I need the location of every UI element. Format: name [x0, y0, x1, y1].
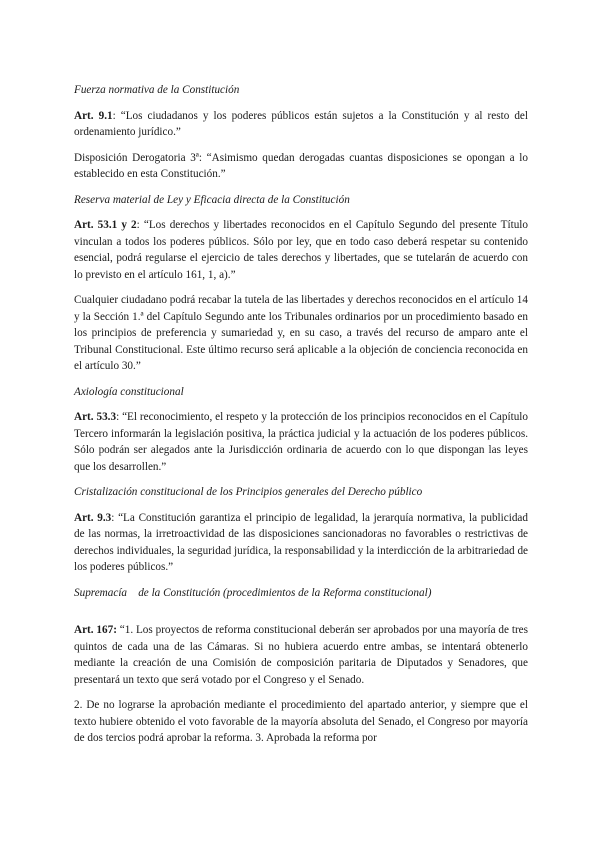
article-reference: Art. 9.3	[74, 511, 112, 524]
provision-paragraph	[74, 150, 528, 183]
article-paragraph	[74, 217, 528, 283]
article-paragraph	[74, 510, 528, 576]
section-heading: Axiología constitucional	[74, 385, 184, 398]
article-text: : “Los derechos y libertades reconocidos en el Capítulo Segundo del presente Título vinculan a todos los poderes públicos. Sólo por ley, que en todo caso deberá respetar su contenido esencial, podrá regularse el ejercicio de tales derechos y libertades, que se tutelarán de acuerdo con lo previsto en el artículo 161, 1, a).”	[74, 219, 528, 281]
article-text: : “Los ciudadanos y los poderes públicos están sujetos a la Constitución y al resto del ordenamiento jurídico.”	[74, 109, 528, 138]
article-text: : “El reconocimiento, el respeto y la protección de los principios reconocidos en el Capítulo Tercero informarán la legislación positiva, la práctica judicial y la actuación de los poderes públicos. Sólo podrán ser alegados ante la Jurisdicción ordinaria de acuerdo con lo que dispongan las leyes que los desarrollen.”	[74, 411, 528, 473]
article-paragraph	[74, 108, 528, 141]
paragraph-text: Cualquier ciudadano podrá recabar la tutela de las libertades y derechos reconocidos en el artículo 14 y la Sección 1.ª del Capítulo Segundo ante los Tribunales ordinarios por un procedimiento basado en los principios de preferencia y sumariedad y, en su caso, a través del recurso de amparo ante el Tribunal Constitucional. Este último recurso será aplicable a la objeción de conciencia reconocida en el artículo 30.”	[74, 294, 528, 372]
paragraph-text: 2. De no lograrse la aprobación mediante el procedimiento del apartado anterior, y siempre que el texto hubiere obtenido el voto favorable de la mayoría absoluta del Senado, el Congreso por mayoría de dos tercios podrá aprobar la reforma. 3. Aprobada la reforma por	[74, 699, 528, 744]
article-reference: Art. 9.1	[74, 109, 113, 122]
article-reference: Art. 167:	[74, 624, 117, 636]
document-page	[74, 82, 528, 756]
continuation-paragraph	[74, 697, 528, 747]
provision-text: Disposición Derogatoria 3ª: “Asimismo quedan derogadas cuantas disposiciones se opongan a lo establecido en esta Constitución.”	[74, 151, 528, 180]
continuation-paragraph	[74, 292, 528, 375]
article-reference: Art. 53.3	[74, 411, 117, 423]
section-heading: Supremacía de la Constitución (procedimientos de la Reforma constitucional)	[74, 586, 432, 599]
article-paragraph	[74, 622, 528, 688]
section-heading: Reserva material de Ley y Eficacia directa de la Constitución	[74, 193, 350, 206]
section-heading: Fuerza normativa de la Constitución	[74, 84, 240, 96]
article-text: : “La Constitución garantiza el principio de legalidad, la jerarquía normativa, la publicidad de las normas, la irretroactividad de las disposiciones sancionadoras no favorables o restrictivas de derechos individuales, la seguridad jurídica, la responsabilidad y la interdicción de la arbitrariedad de los poderes públicos.”	[74, 511, 528, 573]
article-text: “1. Los proyectos de reforma constitucional deberán ser aprobados por una mayoría de tres quintos de cada una de las Cámaras. Si no hubiera acuerdo entre ambas, se intentará obtenerlo mediante la creación de una Comisión de composición paritaria de Diputados y Senadores, que presentará un texto que será votado por el Congreso y el Senado.	[74, 624, 528, 686]
article-reference: Art. 53.1 y 2	[74, 219, 137, 231]
section-heading: Cristalización constitucional de los Principios generales del Derecho público	[74, 486, 423, 498]
article-paragraph	[74, 409, 528, 475]
